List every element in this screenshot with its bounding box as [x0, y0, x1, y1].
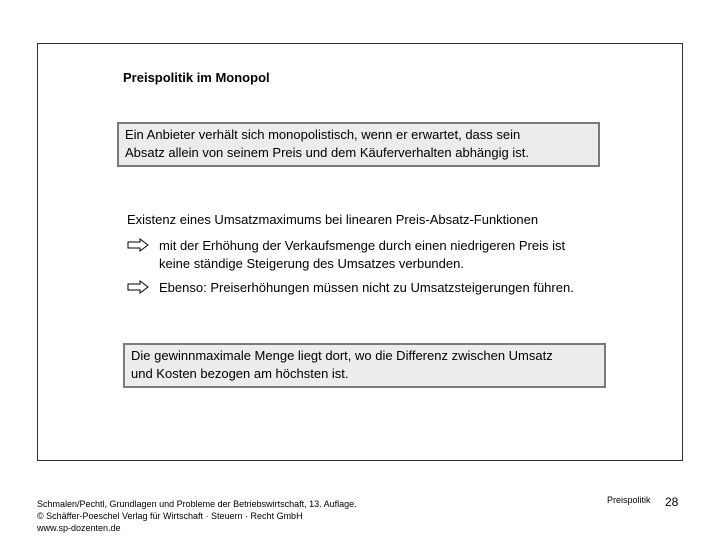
definition-line-1: Ein Anbieter verhält sich monopolistisch, wenn er erwartet, dass sein — [125, 127, 521, 142]
definition-line-2: Absatz allein von seinem Preis und dem Käuferverhalten abhängig ist. — [125, 145, 529, 160]
definition-box — [117, 122, 600, 167]
bullet-item — [127, 237, 627, 273]
page-number: 28 — [665, 495, 679, 509]
bullet-line-2: keine ständige Steigerung des Umsatzes verbunden. — [159, 256, 464, 271]
slide-title: Preispolitik im Monopol — [123, 70, 270, 85]
footer-source-line-2: © Schäffer-Poeschel Verlag für Wirtschaft · Steuern · Recht GmbH — [37, 511, 303, 521]
arrow-right-icon — [127, 280, 149, 294]
conclusion-line-1: Die gewinnmaximale Menge liegt dort, wo die Differenz zwischen Umsatz — [131, 348, 553, 363]
bullet-line-1: mit der Erhöhung der Verkaufsmenge durch einen niedrigeren Preis ist — [159, 238, 566, 253]
bullet-line-1: Ebenso: Preiserhöhungen müssen nicht zu Umsatzsteigerungen führen. — [159, 280, 574, 295]
bullet-text — [159, 237, 627, 273]
conclusion-line-2: und Kosten bezogen am höchsten ist. — [131, 366, 349, 381]
arrow-right-icon — [127, 238, 149, 252]
footer-topic: Preispolitik — [607, 495, 651, 505]
footer-source-line-1: Schmalen/Pechtl, Grundlagen und Probleme der Betriebswirtschaft, 13. Auflage. — [37, 499, 357, 509]
footer-source-line-3: www.sp-dozenten.de — [37, 523, 121, 533]
bullet-text — [159, 279, 627, 297]
conclusion-box — [123, 343, 606, 388]
footer-source — [37, 498, 357, 534]
existence-heading: Existenz eines Umsatzmaximums bei linearen Preis-Absatz-Funktionen — [127, 212, 539, 227]
bullet-item — [127, 279, 627, 297]
